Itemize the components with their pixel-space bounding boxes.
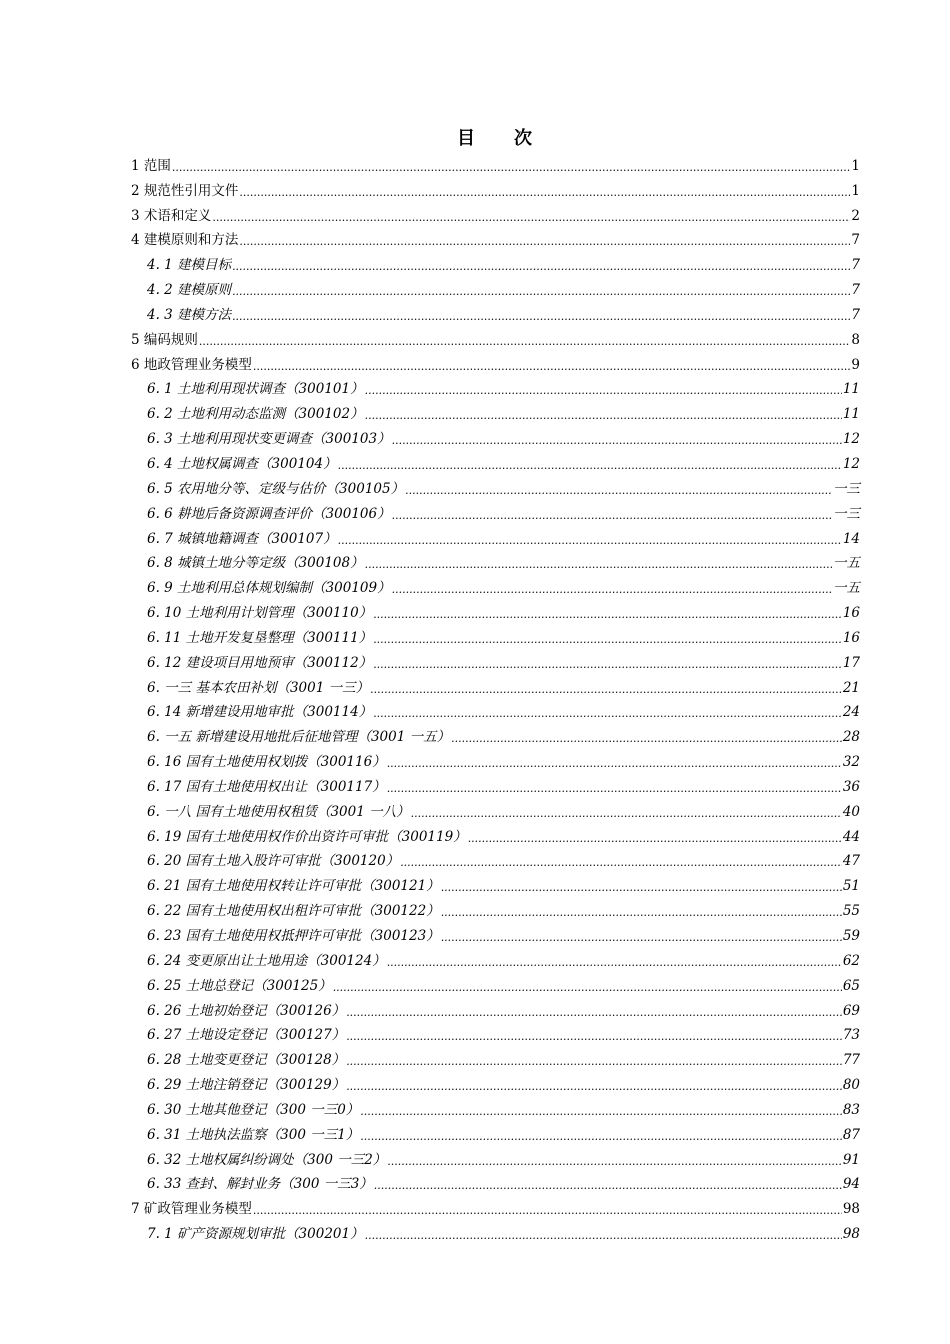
toc-entry[interactable]	[131, 448, 860, 473]
dot-leader	[441, 931, 842, 945]
toc-entry-page: 一三	[833, 505, 860, 522]
dot-leader	[365, 384, 842, 398]
toc-entry[interactable]	[131, 796, 860, 821]
toc-entry[interactable]	[131, 175, 860, 200]
toc-entry-text: 6. 14 新增建设用地审批（300114）	[147, 704, 373, 721]
dot-leader	[405, 484, 832, 498]
toc-entry-page: 32	[842, 754, 860, 771]
toc-entry-page: 16	[842, 605, 860, 622]
dot-leader	[253, 360, 851, 374]
toc-entry[interactable]	[131, 895, 860, 920]
dot-leader	[239, 186, 850, 200]
toc-entry-page: 87	[842, 1126, 860, 1143]
dot-leader	[365, 409, 842, 423]
toc-entry[interactable]	[131, 225, 860, 250]
toc-entry-page: 94	[842, 1176, 860, 1193]
toc-entry-page: 91	[842, 1151, 860, 1168]
toc-entry[interactable]	[131, 870, 860, 895]
toc-entry-page: 24	[842, 704, 860, 721]
toc-entry-text: 6. 7 城镇地籍调查（300107）	[147, 530, 337, 547]
toc-entry[interactable]	[131, 398, 860, 423]
dot-leader	[411, 807, 842, 821]
dot-leader	[360, 1105, 842, 1119]
toc-entry-page: 21	[842, 679, 860, 696]
toc-entry-page: 一五	[833, 580, 860, 597]
dot-leader	[253, 1204, 842, 1218]
toc-entry-text: 6 地政管理业务模型	[131, 356, 252, 373]
dot-leader	[338, 534, 842, 548]
dot-leader	[387, 782, 842, 796]
toc-entry-page: 40	[842, 803, 860, 820]
toc-entry[interactable]	[131, 647, 860, 672]
toc-entry-text: 6. 3 土地利用现状变更调查（300103）	[147, 431, 391, 448]
toc-entry[interactable]	[131, 1169, 860, 1194]
toc-entry[interactable]	[131, 200, 860, 225]
toc-entry-page: 59	[842, 928, 860, 944]
toc-entry[interactable]	[131, 349, 860, 374]
toc-entry-text: 4. 3 建模方法	[147, 306, 232, 323]
toc-entry-text: 6. 9 土地利用总体规划编制（300109）	[147, 580, 391, 597]
dot-leader	[373, 658, 842, 672]
toc-entry[interactable]	[131, 920, 860, 945]
dot-leader	[387, 757, 842, 771]
toc-entry[interactable]	[131, 1094, 860, 1119]
toc-entry-text: 6. 19 国有土地使用权作价出资许可审批（300119）	[147, 828, 467, 845]
dot-leader	[370, 683, 842, 697]
toc-entry-text: 6. 30 土地其他登记（300 一三0）	[147, 1101, 360, 1118]
toc-entry-page: 47	[842, 853, 860, 870]
dot-leader	[451, 732, 842, 746]
toc-entry-text: 6. 5 农用地分等、定级与估价（300105）	[147, 480, 405, 497]
toc-entry-text: 6. 12 建设项目用地预审（300112）	[147, 654, 373, 671]
toc-entry-text: 6. 21 国有土地使用权转让许可审批（300121）	[147, 878, 440, 895]
toc-entry-text: 6. 17 国有土地使用权出让（300117）	[147, 778, 386, 795]
toc-entry-text: 3 术语和定义	[131, 207, 212, 224]
dot-leader	[365, 1229, 842, 1243]
toc-entry-text: 4. 2 建模原则	[147, 282, 232, 299]
dot-leader	[199, 335, 851, 349]
toc-entry[interactable]	[131, 746, 860, 771]
dot-leader	[387, 1155, 842, 1169]
dot-leader	[212, 211, 850, 225]
toc-entry-text: 4 建模原则和方法	[131, 232, 239, 249]
dot-leader	[365, 558, 832, 572]
toc-entry[interactable]	[131, 1193, 860, 1218]
toc-entry-text: 6. 6 耕地后备资源调查评价（300106）	[147, 505, 391, 522]
dot-leader	[346, 1055, 842, 1069]
toc-entry-text: 2 规范性引用文件	[131, 182, 239, 199]
dot-leader	[392, 509, 832, 523]
dot-leader	[373, 633, 842, 647]
toc-entry-page: 28	[842, 729, 860, 746]
toc-entry[interactable]	[131, 995, 860, 1020]
dot-leader	[346, 1030, 842, 1044]
toc-entry-page: 7	[851, 257, 860, 274]
dot-leader	[468, 832, 842, 846]
toc-entry-text: 7. 1 矿产资源规划审批（300201）	[147, 1226, 364, 1243]
dot-leader	[373, 608, 842, 622]
toc-entry-text: 5 编码规则	[131, 331, 198, 348]
toc-entry-page: 11	[842, 381, 860, 398]
toc-entry-text: 7 矿政管理业务模型	[131, 1201, 252, 1218]
dot-leader	[400, 856, 842, 870]
toc-entry[interactable]	[131, 274, 860, 299]
toc-entry-text: 6. 一三 基本农田补划（3001 一三）	[147, 679, 370, 696]
toc-entry-page: 1	[851, 182, 860, 199]
toc-entry-page: 98	[842, 1226, 860, 1243]
toc-entry[interactable]	[131, 572, 860, 597]
dot-leader	[232, 260, 850, 274]
dot-leader	[333, 981, 842, 995]
toc-entry-page: 69	[842, 1002, 860, 1019]
toc-entry[interactable]	[131, 1218, 860, 1243]
dot-leader	[172, 161, 851, 175]
toc-entry-page: 80	[842, 1077, 860, 1094]
dot-leader	[232, 310, 850, 324]
toc-entry[interactable]	[131, 846, 860, 871]
table-of-contents	[131, 150, 860, 1243]
toc-entry[interactable]	[131, 324, 860, 349]
toc-entry-text: 6. 8 城镇土地分等定级（300108）	[147, 555, 364, 572]
toc-entry-text: 6. 33 查封、解封业务（300 一三3）	[147, 1176, 373, 1193]
toc-entry[interactable]	[131, 548, 860, 573]
dot-leader	[373, 707, 842, 721]
toc-entry-text: 6. 1 土地利用现状调查（300101）	[147, 381, 364, 398]
toc-entry[interactable]	[131, 970, 860, 995]
toc-entry-page: 7	[851, 282, 860, 299]
toc-entry[interactable]	[131, 299, 860, 324]
dot-leader	[346, 1006, 842, 1020]
toc-entry-text: 6. 24 变更原出让土地用途（300124）	[147, 952, 386, 969]
toc-entry[interactable]	[131, 622, 860, 647]
toc-entry-text: 6. 29 土地注销登记（300129）	[147, 1077, 346, 1094]
dot-leader	[387, 956, 842, 970]
toc-entry-page: 16	[842, 629, 860, 646]
toc-entry[interactable]	[131, 945, 860, 970]
dot-leader	[392, 583, 832, 597]
toc-entry-page: 98	[842, 1201, 860, 1218]
dot-leader	[338, 459, 842, 473]
toc-entry-page: 7	[851, 232, 860, 249]
toc-entry-text: 6. 32 土地权属纠纷调处（300 一三2）	[147, 1151, 387, 1168]
toc-entry-page: 51	[842, 878, 860, 895]
toc-entry-page: 65	[842, 977, 860, 994]
toc-entry[interactable]	[131, 1069, 860, 1094]
toc-entry-page: 12	[842, 455, 860, 472]
toc-entry[interactable]	[131, 473, 860, 498]
toc-entry[interactable]	[131, 1119, 860, 1144]
dot-leader	[441, 906, 842, 920]
toc-entry-page: 7	[851, 306, 860, 323]
toc-entry-page: 1	[851, 157, 860, 174]
toc-entry[interactable]	[131, 249, 860, 274]
toc-entry-text: 6. 25 土地总登记（300125）	[147, 977, 332, 994]
toc-entry-page: 14	[842, 530, 860, 547]
toc-entry-page: 2	[851, 207, 860, 224]
toc-entry-text: 6. 27 土地设定登记（300127）	[147, 1027, 346, 1044]
dot-leader	[346, 1080, 842, 1094]
toc-entry-text: 6. 2 土地利用动态监测（300102）	[147, 406, 364, 423]
toc-entry-page: 一三	[833, 480, 860, 497]
toc-entry-page: 12	[842, 431, 860, 448]
toc-entry[interactable]	[131, 721, 860, 746]
toc-entry-page: 36	[842, 778, 860, 795]
toc-entry[interactable]	[131, 771, 860, 796]
toc-entry[interactable]	[131, 150, 860, 175]
toc-entry[interactable]	[131, 1144, 860, 1169]
toc-entry-text: 1 范围	[131, 157, 171, 174]
toc-entry[interactable]	[131, 498, 860, 523]
toc-entry-text: 6. 16 国有土地使用权划拨（300116）	[147, 754, 386, 771]
toc-entry-page: 55	[842, 903, 860, 920]
dot-leader	[374, 1179, 842, 1193]
toc-entry-page: 44	[842, 828, 860, 845]
toc-entry-text: 6. 一五 新增建设用地批后征地管理（3001 一五）	[147, 729, 451, 746]
toc-entry-page: 62	[842, 952, 860, 969]
toc-entry-page: 73	[842, 1027, 860, 1044]
toc-entry[interactable]	[131, 697, 860, 722]
toc-entry-page: 11	[842, 406, 860, 423]
toc-entry-text: 6. 一八 国有土地使用权租赁（3001 一八）	[147, 803, 410, 820]
toc-entry-text: 4. 1 建模目标	[147, 257, 232, 274]
toc-entry-text: 6. 20 国有土地入股许可审批（300120）	[147, 853, 400, 870]
toc-entry-page: 77	[842, 1052, 860, 1069]
toc-entry-page: 17	[842, 654, 860, 671]
toc-entry[interactable]	[131, 672, 860, 697]
dot-leader	[441, 881, 842, 895]
toc-entry-page: 9	[851, 356, 860, 373]
toc-entry-text: 6. 4 土地权属调查（300104）	[147, 455, 337, 472]
toc-entry-text: 6. 10 土地利用计划管理（300110）	[147, 605, 373, 622]
toc-entry[interactable]	[131, 523, 860, 548]
toc-entry[interactable]	[131, 374, 860, 399]
dot-leader	[360, 1130, 842, 1144]
toc-entry-page: 8	[851, 331, 860, 348]
toc-entry[interactable]	[131, 1020, 860, 1045]
toc-entry[interactable]	[131, 821, 860, 846]
dot-leader	[232, 285, 850, 299]
toc-entry-text: 6. 28 土地变更登记（300128）	[147, 1052, 346, 1069]
toc-entry[interactable]	[131, 423, 860, 448]
toc-entry-page: 一五	[833, 555, 860, 572]
dot-leader	[239, 235, 850, 249]
toc-entry-text: 6. 23 国有土地使用权抵押许可审批（300123）	[147, 928, 440, 944]
dot-leader	[392, 434, 842, 448]
toc-entry[interactable]	[131, 1044, 860, 1069]
toc-entry-page: 83	[842, 1101, 860, 1118]
toc-entry-text: 6. 22 国有土地使用权出租许可审批（300122）	[147, 903, 440, 920]
toc-title: 目 次	[457, 128, 533, 149]
toc-entry-text: 6. 11 土地开发复垦整理（300111）	[147, 629, 373, 646]
toc-entry-text: 6. 31 土地执法监察（300 一三1）	[147, 1126, 360, 1143]
toc-entry-text: 6. 26 土地初始登记（300126）	[147, 1002, 346, 1019]
toc-entry[interactable]	[131, 597, 860, 622]
